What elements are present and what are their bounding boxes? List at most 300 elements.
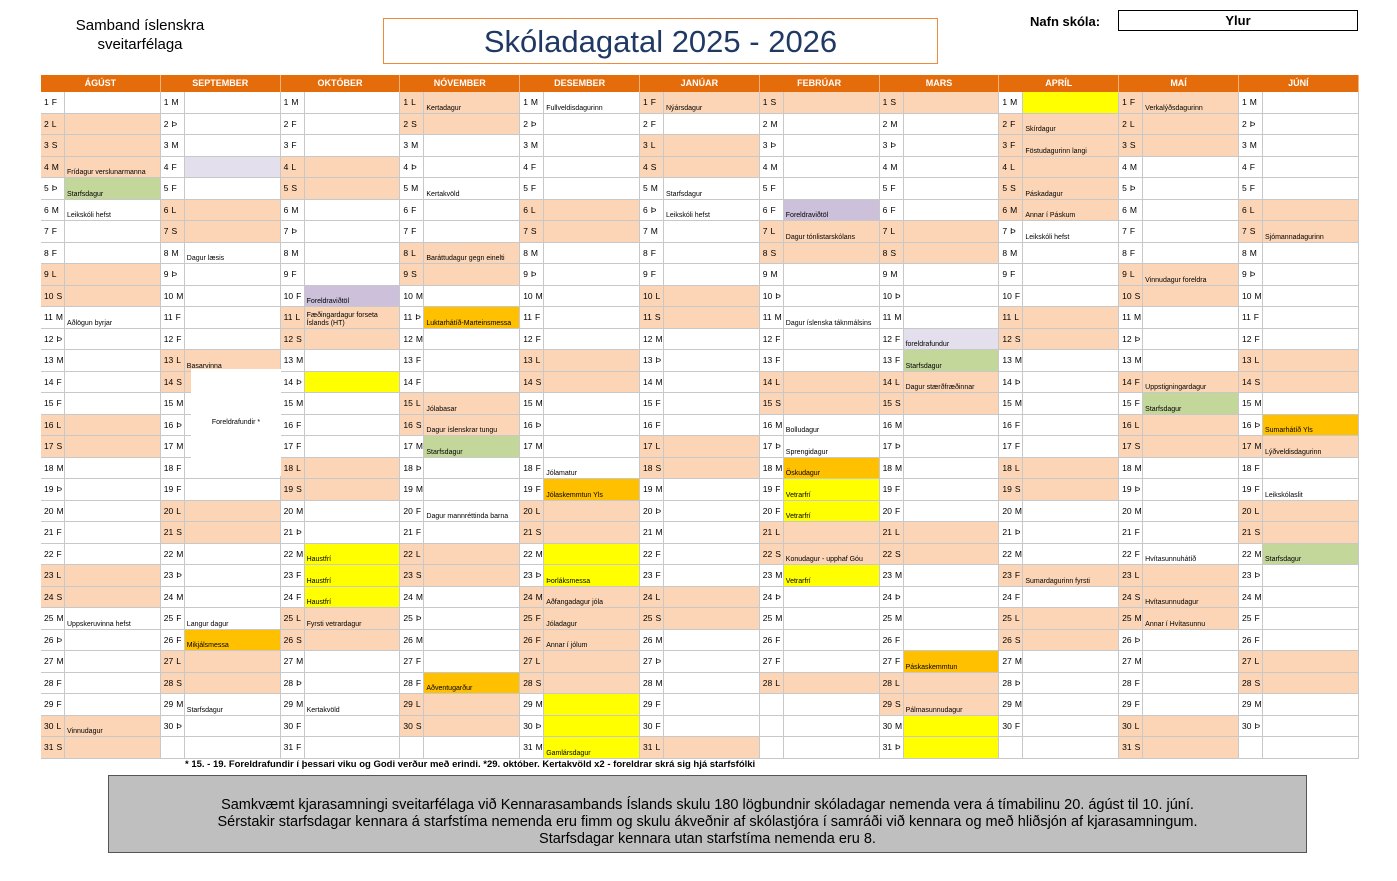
school-calendar: [41, 75, 1359, 759]
day-event: [664, 544, 759, 565]
weekday-letter: L: [1010, 161, 1015, 172]
day-number: [1239, 350, 1263, 371]
day-cell: [640, 372, 760, 394]
weekday-letter: S: [415, 720, 422, 731]
day-event: Annar í Páskum: [1023, 200, 1118, 221]
day-event: Vetrarfrí: [784, 565, 879, 586]
day-cell: [520, 350, 640, 372]
day-of-month: 14: [1002, 376, 1012, 387]
day-cell: [880, 200, 1000, 222]
day-event: [1023, 307, 1118, 328]
weekday-letter: S: [415, 570, 422, 580]
day-event: [1263, 264, 1358, 285]
weekday-letter: F: [535, 613, 541, 623]
day-event: [1023, 286, 1118, 307]
day-event: [185, 544, 280, 565]
weekday-letter: S: [296, 333, 302, 344]
day-event: [185, 565, 280, 586]
day-event: Starfsdagur: [186, 706, 223, 714]
day-of-month: 12: [523, 333, 533, 344]
day-cell: [520, 393, 640, 415]
weekday-letter: S: [535, 677, 542, 688]
day-of-month: 18: [523, 462, 533, 473]
day-cell: [760, 372, 880, 394]
day-cell: [41, 737, 161, 759]
weekday-letter: M: [535, 398, 543, 408]
day-of-month: 13: [1002, 355, 1012, 365]
day-number: [880, 651, 904, 672]
weekday-letter: Þ: [176, 570, 182, 580]
day-of-month: 29: [642, 699, 653, 709]
day-event: [1143, 286, 1238, 307]
weekday-letter: F: [775, 333, 781, 344]
day-event: Basarvinna: [185, 350, 280, 371]
day-of-month: 5: [283, 183, 289, 193]
weekday-letter: F: [176, 484, 182, 494]
day-of-month: 20: [1122, 505, 1132, 516]
day-number: [760, 694, 784, 715]
weekday-letter: L: [535, 656, 541, 666]
weekday-letter: Þ: [895, 591, 901, 602]
day-cell: [41, 673, 161, 695]
day-of-month: 6: [1241, 204, 1247, 215]
weekday-letter: Þ: [1254, 419, 1261, 430]
month-header: JÚNÍ: [1239, 75, 1359, 92]
day-of-month: 23: [642, 570, 653, 580]
day-of-month: 5: [642, 183, 648, 193]
day-number: [999, 716, 1023, 737]
day-of-month: 26: [1002, 634, 1012, 645]
weekday-letter: S: [530, 226, 537, 236]
day-number: [520, 200, 544, 221]
day-cell: [1119, 436, 1239, 458]
day-number: [400, 716, 424, 737]
day-event: [664, 694, 759, 715]
day-event: Bolludagur: [785, 427, 820, 434]
day-cell: [1239, 243, 1359, 265]
day-number: [1119, 522, 1143, 543]
weekday-letter: M: [895, 720, 903, 731]
day-cell: [520, 92, 640, 114]
day-number: [281, 135, 305, 156]
day-event: [1263, 565, 1358, 586]
day-event: [1023, 737, 1118, 758]
day-cell: [520, 286, 640, 308]
day-event: [904, 200, 999, 221]
day-event: [65, 135, 160, 156]
day-event: [305, 501, 400, 522]
day-number: [161, 522, 185, 543]
page-title: Skóladagatal 2025 - 2026: [383, 18, 938, 64]
day-cell: [760, 458, 880, 480]
weekday-letter: M: [1014, 699, 1022, 709]
day-number: [880, 737, 904, 758]
day-number: [161, 221, 185, 242]
day-cell: [281, 587, 401, 609]
day-of-month: 22: [1002, 548, 1012, 559]
weekday-letter: L: [56, 570, 62, 580]
day-cell: [520, 716, 640, 738]
day-event: [65, 501, 160, 522]
day-event: [784, 372, 879, 393]
day-cell: [1119, 329, 1239, 351]
day-of-month: 19: [1122, 484, 1132, 494]
day-cell: [281, 565, 401, 587]
day-number: [161, 415, 185, 436]
day-cell: [640, 307, 760, 329]
day-of-month: 11: [163, 312, 173, 322]
day-event: [664, 716, 759, 737]
day-number: [1239, 200, 1263, 221]
day-number: [161, 565, 185, 586]
day-of-month: 12: [762, 333, 773, 344]
day-event: [424, 157, 519, 178]
day-event: [904, 114, 999, 135]
day-of-month: 7: [1241, 226, 1247, 236]
weekday-letter: M: [51, 204, 59, 215]
day-cell: [640, 286, 760, 308]
day-event: Vinnudagur: [65, 716, 160, 737]
day-of-month: 14: [163, 376, 174, 387]
day-number: [1119, 286, 1143, 307]
day-number: [41, 286, 65, 307]
weekday-letter: S: [650, 161, 657, 172]
day-event: [664, 221, 759, 242]
day-cell: [400, 608, 520, 630]
day-event: [544, 651, 639, 672]
day-of-month: 16: [44, 419, 54, 430]
day-of-month: 30: [523, 720, 533, 731]
day-number: [520, 92, 544, 113]
day-cell: [281, 737, 401, 759]
day-event: [1143, 135, 1238, 156]
day-cell: [760, 329, 880, 351]
day-event: [185, 651, 280, 672]
day-cell: [41, 221, 161, 243]
day-cell: [999, 716, 1119, 738]
day-of-month: 10: [1241, 290, 1252, 301]
day-number: [400, 501, 424, 522]
weekday-letter: F: [1254, 333, 1260, 344]
weekday-letter: F: [415, 355, 422, 365]
weekday-letter: F: [175, 312, 181, 322]
weekday-letter: Þ: [176, 419, 182, 430]
day-event: [904, 479, 999, 500]
weekday-letter: F: [655, 398, 661, 408]
day-of-month: 27: [403, 656, 413, 666]
day-event: [1263, 458, 1358, 479]
day-event: [1263, 501, 1358, 522]
day-of-month: 2: [1122, 118, 1127, 129]
day-cell: [400, 307, 520, 329]
day-of-month: 15: [1122, 398, 1132, 408]
day-of-month: 6: [642, 204, 648, 215]
day-number: [880, 264, 904, 285]
day-of-month: 6: [1122, 204, 1127, 215]
day-event: [65, 286, 160, 307]
day-event: Haustfrí: [305, 565, 400, 586]
day-of-month: 9: [44, 269, 49, 279]
day-of-month: 1: [523, 97, 528, 107]
day-cell: [999, 522, 1119, 544]
day-event: [185, 286, 280, 307]
day-of-month: 30: [44, 720, 54, 731]
day-cell: [999, 393, 1119, 415]
day-cell: [880, 608, 1000, 630]
month-column: [41, 92, 161, 759]
weekday-letter: S: [1134, 441, 1141, 451]
day-cell: [999, 372, 1119, 394]
day-of-month: 25: [1002, 613, 1012, 623]
day-event: [1023, 458, 1118, 479]
weekday-letter: M: [1249, 97, 1257, 107]
day-event: [65, 92, 160, 113]
day-number: [1239, 157, 1263, 178]
day-event: [1023, 350, 1118, 371]
day-cell: [1119, 651, 1239, 673]
weekday-letter: S: [56, 591, 63, 602]
day-event: [305, 92, 400, 113]
day-cell: [400, 544, 520, 566]
day-number: [520, 716, 544, 737]
day-event: [544, 307, 639, 328]
day-cell: [520, 479, 640, 501]
day-event: [1023, 393, 1118, 414]
weekday-letter: M: [56, 656, 64, 666]
day-number: [640, 157, 664, 178]
day-of-month: 12: [642, 333, 653, 344]
day-of-month: 19: [762, 484, 773, 494]
day-of-month: 20: [762, 505, 773, 516]
day-of-month: 23: [762, 570, 773, 580]
day-number: [400, 415, 424, 436]
day-event: [185, 264, 280, 285]
day-of-month: 10: [1122, 290, 1132, 301]
day-of-month: 3: [1122, 140, 1127, 150]
weekday-letter: F: [296, 419, 302, 430]
parent-meetings-note: Foreldrafundir *: [191, 369, 281, 476]
day-cell: [520, 307, 640, 329]
day-number: [161, 264, 185, 285]
day-cell: [1239, 522, 1359, 544]
day-of-month: 17: [1122, 441, 1132, 451]
weekday-letter: F: [1134, 527, 1140, 537]
day-of-month: 17: [523, 441, 533, 451]
day-of-month: 19: [642, 484, 653, 494]
day-number: [880, 673, 904, 694]
day-event: [1143, 630, 1238, 651]
weekday-letter: F: [296, 591, 302, 602]
month-header: MAÍ: [1119, 75, 1239, 92]
day-number: [281, 694, 305, 715]
day-of-month: 12: [403, 333, 413, 344]
weekday-letter: M: [770, 118, 778, 129]
day-cell: [999, 479, 1119, 501]
day-event: [1263, 200, 1358, 221]
day-number: [1239, 415, 1263, 436]
day-cell: [161, 716, 281, 738]
weekday-letter: F: [1134, 699, 1140, 709]
day-event: Annar í Hvítasunnu: [1143, 608, 1238, 629]
day-cell: [1239, 587, 1359, 609]
day-of-month: 8: [762, 247, 768, 258]
day-number: [520, 694, 544, 715]
day-of-month: 16: [403, 419, 413, 430]
weekday-letter: F: [1254, 613, 1260, 623]
weekday-letter: F: [296, 290, 302, 301]
weekday-letter: M: [895, 613, 903, 623]
day-of-month: 11: [642, 312, 652, 322]
weekday-letter: S: [890, 247, 896, 258]
weekday-letter: M: [775, 462, 783, 473]
day-event: [305, 329, 400, 350]
day-of-month: 18: [1002, 462, 1012, 473]
weekday-letter: F: [895, 634, 901, 645]
day-of-month: 11: [1002, 312, 1012, 322]
weekday-letter: S: [56, 290, 63, 301]
day-event: [904, 716, 999, 737]
weekday-letter: M: [411, 140, 419, 150]
weekday-letter: F: [1254, 462, 1260, 473]
day-event: [424, 264, 519, 285]
day-cell: [41, 92, 161, 114]
day-number: [41, 458, 65, 479]
day-cell: [161, 587, 281, 609]
day-number: [520, 608, 544, 629]
day-of-month: 9: [1241, 269, 1247, 279]
day-number: [520, 565, 544, 586]
weekday-letter: L: [56, 720, 62, 731]
weekday-letter: M: [415, 591, 423, 602]
day-of-month: 6: [523, 204, 528, 215]
day-number: [880, 200, 904, 221]
day-event: Kertakvöld: [426, 190, 460, 198]
day-event: [1023, 694, 1118, 715]
school-name-field[interactable]: Ylur: [1118, 10, 1358, 31]
day-of-month: 9: [642, 269, 648, 279]
day-cell: [1239, 307, 1359, 329]
weekday-letter: Þ: [1129, 183, 1136, 193]
weekday-letter: M: [55, 312, 63, 322]
day-cell: [760, 673, 880, 695]
day-number: [161, 157, 185, 178]
day-number: [161, 200, 185, 221]
day-event: [65, 544, 160, 565]
day-cell: [880, 436, 1000, 458]
day-number: [640, 178, 664, 199]
day-of-month: 7: [163, 226, 169, 236]
day-number: [880, 178, 904, 199]
day-event: [424, 651, 519, 672]
day-cell: [999, 135, 1119, 157]
day-number: [400, 178, 424, 199]
day-cell: [880, 544, 1000, 566]
day-of-month: 20: [642, 505, 653, 516]
day-number: [161, 479, 185, 500]
day-cell: [161, 651, 281, 673]
day-number: [1239, 479, 1263, 500]
day-event: [544, 501, 639, 522]
day-event: [424, 544, 519, 565]
day-of-month: 11: [523, 312, 533, 322]
weekday-letter: S: [1254, 677, 1261, 688]
day-number: [161, 651, 185, 672]
day-event: Starfsdagur: [424, 436, 519, 457]
weekday-letter: F: [1254, 484, 1260, 494]
day-cell: [760, 565, 880, 587]
day-number: [999, 350, 1023, 371]
day-of-month: 14: [403, 376, 413, 387]
day-number: [1119, 651, 1143, 672]
day-of-month: 23: [882, 570, 893, 580]
day-number: [41, 157, 65, 178]
weekday-letter: Þ: [1014, 677, 1021, 688]
day-of-month: 17: [642, 441, 653, 451]
weekday-letter: L: [1129, 269, 1135, 279]
day-event: Fyrsti vetrardagur: [305, 608, 400, 629]
day-cell: [281, 243, 401, 265]
day-event: [1263, 673, 1358, 694]
day-of-month: 15: [523, 398, 533, 408]
month-column: [760, 92, 880, 759]
day-event: [185, 157, 280, 178]
day-cell: [880, 264, 1000, 286]
weekday-letter: M: [1014, 548, 1022, 559]
day-event: [904, 737, 999, 758]
month-header-row: [41, 75, 1359, 92]
day-event: [65, 737, 160, 758]
day-number: [1119, 694, 1143, 715]
day-of-month: 2: [403, 118, 409, 129]
day-event: [65, 458, 160, 479]
weekday-letter: L: [176, 505, 181, 516]
day-event: [305, 479, 400, 500]
day-of-month: 30: [403, 720, 413, 731]
weekday-letter: M: [1129, 161, 1137, 172]
weekday-letter: L: [895, 376, 900, 387]
day-event: [1143, 651, 1238, 672]
day-cell: [760, 651, 880, 673]
day-event: [1263, 716, 1358, 737]
day-number: [640, 565, 664, 586]
weekday-letter: Þ: [1249, 269, 1256, 279]
day-number: [400, 544, 424, 565]
day-cell: [41, 608, 161, 630]
day-number: [41, 630, 65, 651]
weekday-letter: M: [655, 333, 663, 344]
day-number: [1239, 544, 1263, 565]
day-event: [305, 135, 400, 156]
day-of-month: 25: [403, 613, 413, 623]
day-event: Sumarhátíð Yls: [1263, 415, 1358, 436]
day-number: [161, 436, 185, 457]
day-event: [544, 221, 639, 242]
day-number: [1119, 221, 1143, 242]
day-event: [305, 415, 400, 436]
day-event: Vinnudagur foreldra: [1143, 264, 1238, 285]
day-event: Haustfrí: [305, 587, 400, 608]
day-event: [1263, 243, 1358, 264]
day-cell: [400, 716, 520, 738]
day-cell: [880, 329, 1000, 351]
day-cell: [1239, 329, 1359, 351]
day-event: [664, 673, 759, 694]
day-cell: [400, 694, 520, 716]
day-cell: [520, 694, 640, 716]
day-event: [664, 393, 759, 414]
day-cell: [880, 393, 1000, 415]
weekday-letter: S: [171, 226, 178, 236]
